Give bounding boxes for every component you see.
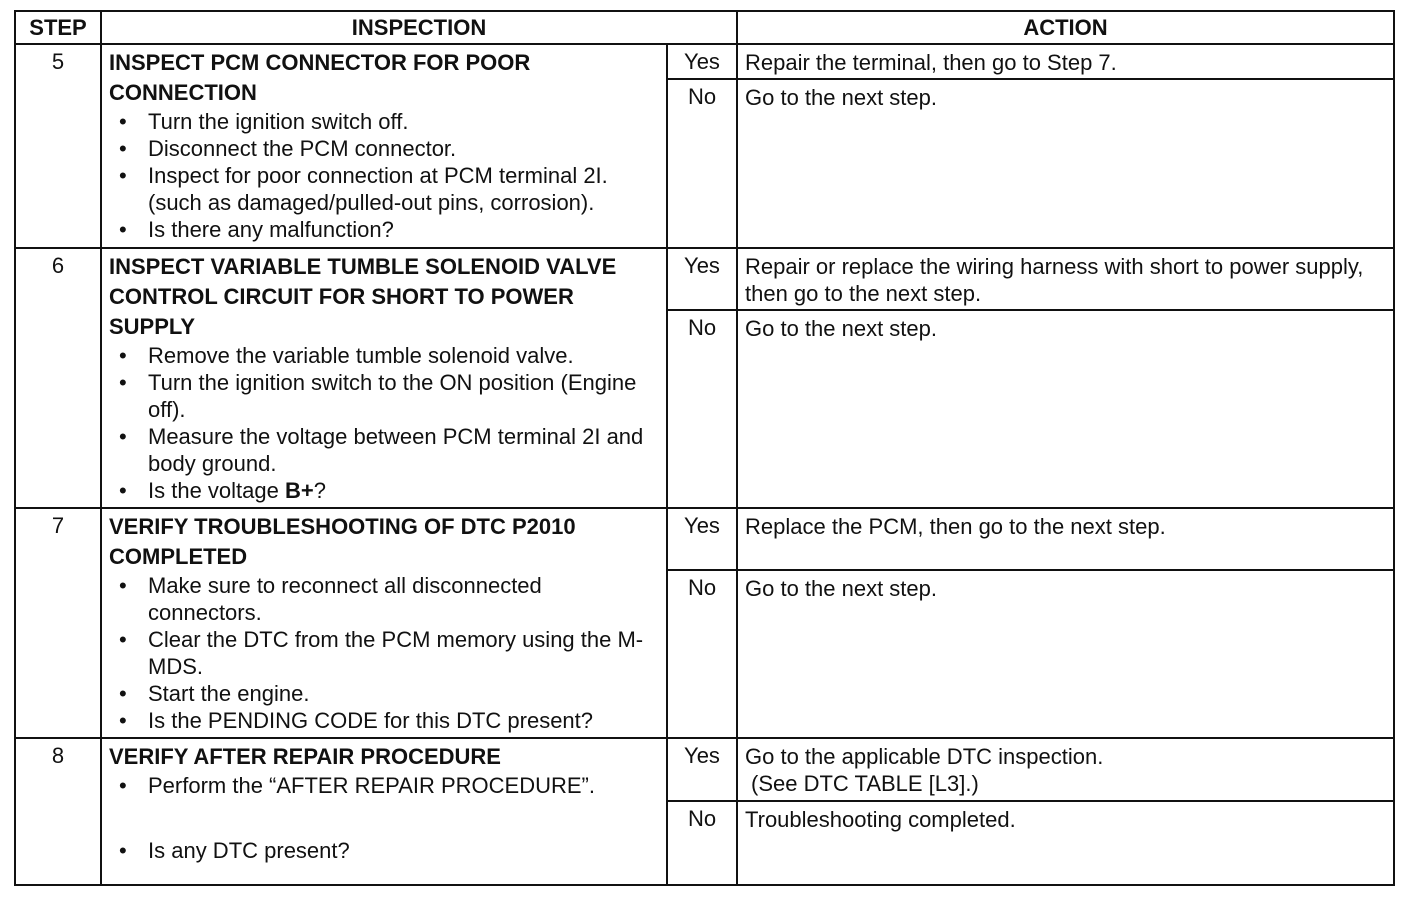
list-item: • Remove the variable tumble solenoid valve.	[109, 342, 660, 369]
list-item: • Turn the ignition switch to the ON position (Engine off).	[109, 369, 660, 423]
list-item: • Disconnect the PCM connector.	[109, 135, 660, 162]
list-item: • Is there any malfunction?	[109, 216, 660, 243]
no-label: No	[667, 79, 737, 248]
no-label: No	[667, 570, 737, 739]
table-row	[15, 738, 1394, 800]
no-action: Troubleshooting completed.	[737, 801, 1394, 885]
yes-label: Yes	[667, 508, 737, 570]
inspection-bullets	[109, 342, 660, 504]
header-step: STEP	[15, 11, 101, 44]
table-row	[15, 44, 1394, 79]
list-item: • Is any DTC present?	[109, 837, 660, 864]
table-row	[15, 508, 1394, 570]
header-action: ACTION	[737, 11, 1394, 44]
inspection-title: INSPECT VARIABLE TUMBLE SOLENOID VALVE CONTROL CIRCUIT FOR SHORT TO POWER SUPPLY	[109, 253, 617, 339]
list-item: • Measure the voltage between PCM terminal 2I and body ground.	[109, 423, 660, 477]
yes-label: Yes	[667, 738, 737, 800]
yes-action-reference: (See DTC TABLE [L3].)	[751, 771, 979, 797]
inspection-bullets	[109, 837, 660, 864]
list-item: • Inspect for poor connection at PCM terminal 2I. (such as damaged/pulled-out pins, corrosion).	[109, 162, 660, 216]
inspection-title: VERIFY TROUBLESHOOTING OF DTC P2010 COMPLETED	[109, 513, 576, 569]
inspection-title: INSPECT PCM CONNECTOR FOR POOR CONNECTION	[109, 50, 531, 106]
yes-label: Yes	[667, 44, 737, 79]
no-label: No	[667, 310, 737, 508]
inspection-bullets	[109, 572, 660, 734]
step-number: 8	[15, 738, 101, 885]
yes-action: Repair the terminal, then go to Step 7.	[737, 44, 1394, 79]
yes-action: Replace the PCM, then go to the next step.	[737, 508, 1394, 570]
inspection-title: VERIFY AFTER REPAIR PROCEDURE	[109, 744, 501, 770]
inspection-bullets	[109, 108, 660, 243]
list-item: • Make sure to reconnect all disconnected connectors.	[109, 572, 660, 626]
header-row	[15, 11, 1394, 44]
inspection-cell	[101, 44, 667, 248]
yes-action-line: Go to the applicable DTC inspection.	[745, 744, 1104, 770]
no-action: Go to the next step.	[737, 79, 1394, 248]
step-number: 5	[15, 44, 101, 248]
inspection-table	[14, 10, 1395, 886]
inspection-cell	[101, 738, 667, 885]
no-action: Go to the next step.	[737, 570, 1394, 739]
list-item	[109, 477, 660, 504]
bullet-text: ?	[313, 477, 326, 503]
bullet-text: Is the voltage	[148, 477, 285, 503]
list-item: • Start the engine.	[109, 680, 660, 707]
inspection-cell	[101, 248, 667, 508]
list-item: • Perform the “AFTER REPAIR PROCEDURE”.	[109, 772, 660, 799]
inspection-cell	[101, 508, 667, 739]
no-action: Go to the next step.	[737, 310, 1394, 508]
inspection-bullets	[109, 772, 660, 799]
yes-label: Yes	[667, 248, 737, 310]
yes-action: Repair or replace the wiring harness with short to power supply, then go to the next step.	[737, 248, 1394, 310]
header-inspection: INSPECTION	[101, 11, 737, 44]
no-label: No	[667, 801, 737, 885]
spacer	[109, 799, 660, 837]
step-number: 6	[15, 248, 101, 508]
list-item: • Clear the DTC from the PCM memory using the M-MDS.	[109, 626, 660, 680]
table-row	[15, 248, 1394, 310]
list-item: • Turn the ignition switch off.	[109, 108, 660, 135]
list-item: • Is the PENDING CODE for this DTC present?	[109, 707, 660, 734]
voltage-value: B+	[284, 477, 314, 503]
step-number: 7	[15, 508, 101, 739]
yes-action	[737, 738, 1394, 800]
